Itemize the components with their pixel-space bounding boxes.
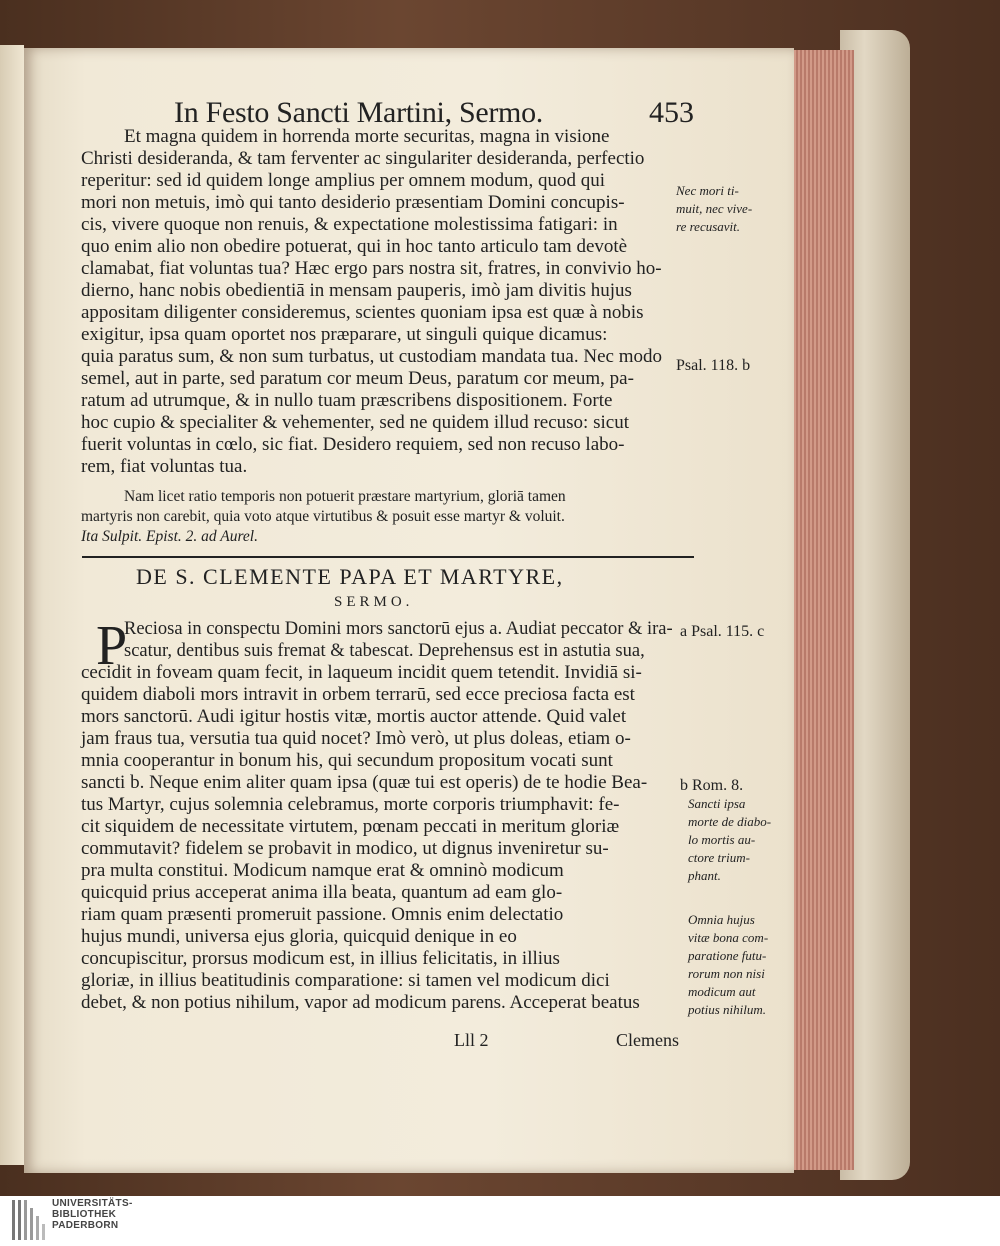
- margin-note-line: ctore trium-: [688, 850, 750, 865]
- body-line: clamabat, fiat voluntas tua? Hæc ergo pars nostra sit, fratres, in convivio ho-: [81, 258, 662, 279]
- body-line: Et magna quidem in horrenda morte securitas, magna in visione: [124, 126, 610, 147]
- library-logo-icon: [8, 1198, 52, 1242]
- catchword: Clemens: [616, 1030, 679, 1050]
- margin-reference: a Psal. 115. c: [680, 623, 765, 640]
- running-title: In Festo Sancti Martini, Sermo.: [174, 96, 543, 129]
- body-line: gloriæ, in illius beatitudinis comparatione: si tamen vel modicum dici: [81, 970, 610, 991]
- section-title: DE S. CLEMENTE PAPA ET MARTYRE,: [136, 564, 564, 589]
- body-line: dierno, hanc nobis obedientiā in mensam pauperis, imò jam divitis hujus: [81, 280, 632, 301]
- body-line: sancti b. Neque enim aliter quam ipsa (quæ tui est operis) de te hodie Bea-: [81, 772, 648, 793]
- note-line: Nam licet ratio temporis non potuerit præstare martyrium, gloriā tamen: [124, 488, 566, 505]
- body-line: quicquid prius acceperat anima illa beata, quantum ad eam glo-: [81, 882, 563, 903]
- note-line: martyris non carebit, quia voto atque virtutibus & posuit esse martyr & voluit.: [81, 508, 565, 525]
- note-line: Ita Sulpit. Epist. 2. ad Aurel.: [81, 528, 258, 545]
- section-subtitle: SERMO.: [334, 594, 414, 610]
- margin-note-line: phant.: [688, 868, 721, 883]
- body-line: hoc cupio & specialiter & vehementer, sed ne quidem illud recuso: sicut: [81, 412, 629, 433]
- body-line: Christi desideranda, & tam ferventer ac singulariter desideranda, perfectio: [81, 148, 645, 169]
- body-line: cit siquidem de necessitate virtutem, pœnam peccati in meritum gloriæ: [81, 816, 620, 837]
- margin-note-line: vitæ bona com-: [688, 930, 769, 945]
- margin-note-line: potius nihilum.: [688, 1002, 767, 1017]
- body-line: pra multa constitui. Modicum namque erat & omninò modicum: [81, 860, 564, 881]
- left-page-sliver: [0, 45, 24, 1165]
- signature-mark: Lll 2: [454, 1030, 489, 1050]
- margin-note-line: Omnia hujus: [688, 912, 755, 927]
- body-line: mori non metuis, imò qui tanto desiderio præsentiam Domini concupis-: [81, 192, 625, 213]
- library-logo-line: PADERBORN: [52, 1220, 119, 1231]
- library-logo-line: UNIVERSITÄTS-: [52, 1198, 133, 1209]
- page-number: 453: [649, 96, 694, 129]
- body-line: quia paratus sum, & non sum turbatus, ut custodiam mandata tua. Nec modo: [81, 346, 662, 367]
- body-line: quidem diaboli mors intravit in orbem terrarū, sed ecce preciosa facta est: [81, 684, 635, 705]
- body-line: scatur, dentibus suis fremat & tabescat. Deprehensus est in astutia sua,: [124, 641, 645, 661]
- margin-note-line: paratione futu-: [688, 948, 767, 963]
- body-line: exigitur, ipsa quam oportet nos præparare, ut singuli quique dicamus:: [81, 324, 608, 345]
- page-edges: [790, 50, 854, 1170]
- body-line: Reciosa in conspectu Domini mors sanctorū ejus a. Audiat peccator & ira-: [124, 619, 673, 639]
- body-line: fuerit voluntas in cœlo, sic fiat. Desidero requiem, sed non recuso labo-: [81, 434, 625, 455]
- body-line: jam fraus tua, versutia tua quid nocet? Imò verò, ut plus doleas, etiam o-: [81, 728, 631, 749]
- margin-note-line: Sancti ipsa: [688, 796, 746, 811]
- library-footer: [0, 1196, 1000, 1246]
- body-line: commutavit? fidelem se probavit in modico, ut dignus inveniretur su-: [81, 838, 609, 859]
- margin-reference: Psal. 118. b: [676, 357, 751, 374]
- body-line: riam quam præsenti promeruit passione. Omnis enim delectatio: [81, 904, 564, 925]
- body-line: mnia cooperantur in bonum his, qui secundum propositum vocati sunt: [81, 750, 613, 771]
- margin-reference: b Rom. 8.: [680, 777, 744, 794]
- margin-note-line: Nec mori ti-: [676, 183, 739, 198]
- body-line: hujus mundi, universa ejus gloria, quicquid denique in eo: [81, 926, 517, 947]
- body-line: tus Martyr, cujus solemnia celebramus, morte corporis triumphavit: fe-: [81, 794, 620, 815]
- library-logo-line: BIBLIOTHEK: [52, 1209, 117, 1220]
- body-line: reperitur: sed id quidem longe amplius per omnem modum, quod qui: [81, 170, 605, 191]
- body-line: quo enim alio non obedire potuerat, qui in hoc tanto articulo tam devotè: [81, 236, 628, 257]
- body-line: debet, & non potius nihilum, vapor ad modicum parens. Acceperat beatus: [81, 992, 640, 1013]
- margin-note-line: lo mortis au-: [688, 832, 756, 847]
- body-line: ratum ad utrumque, & in nullo tuam præscribens dispositionem. Forte: [81, 390, 613, 411]
- body-line: cecidit in foveam quam fecit, in laqueum incidit quem tetendit. Invidiā si-: [81, 662, 642, 683]
- body-line: cis, vivere quoque non renuis, & expectatione molestissima fatigari: in: [81, 214, 618, 235]
- body-line: rem, fiat voluntas tua.: [81, 456, 248, 477]
- drop-cap: P: [96, 615, 128, 677]
- library-logo-text: [52, 1198, 133, 1231]
- margin-note-line: morte de diabo-: [688, 814, 772, 829]
- body-line: mors sanctorū. Audi igitur hostis vitæ, mortis auctor attende. Quid valet: [81, 706, 627, 727]
- body-line: appositam diligenter consideremus, scientes quoniam ipsa est quæ à nobis: [81, 302, 644, 323]
- book-page: [24, 48, 794, 1173]
- body-line: semel, aut in parte, sed paratum cor meum Deus, paratum cor meum, pa-: [81, 368, 634, 389]
- margin-note-line: rorum non nisi: [688, 966, 765, 981]
- margin-note-line: modicum aut: [688, 984, 756, 999]
- margin-note-line: muit, nec vive-: [676, 201, 753, 216]
- body-line: concupiscitur, prorsus modicum est, in illius felicitatis, in illius: [81, 948, 560, 969]
- margin-note-line: re recusavit.: [676, 219, 741, 234]
- section-divider: [82, 556, 694, 558]
